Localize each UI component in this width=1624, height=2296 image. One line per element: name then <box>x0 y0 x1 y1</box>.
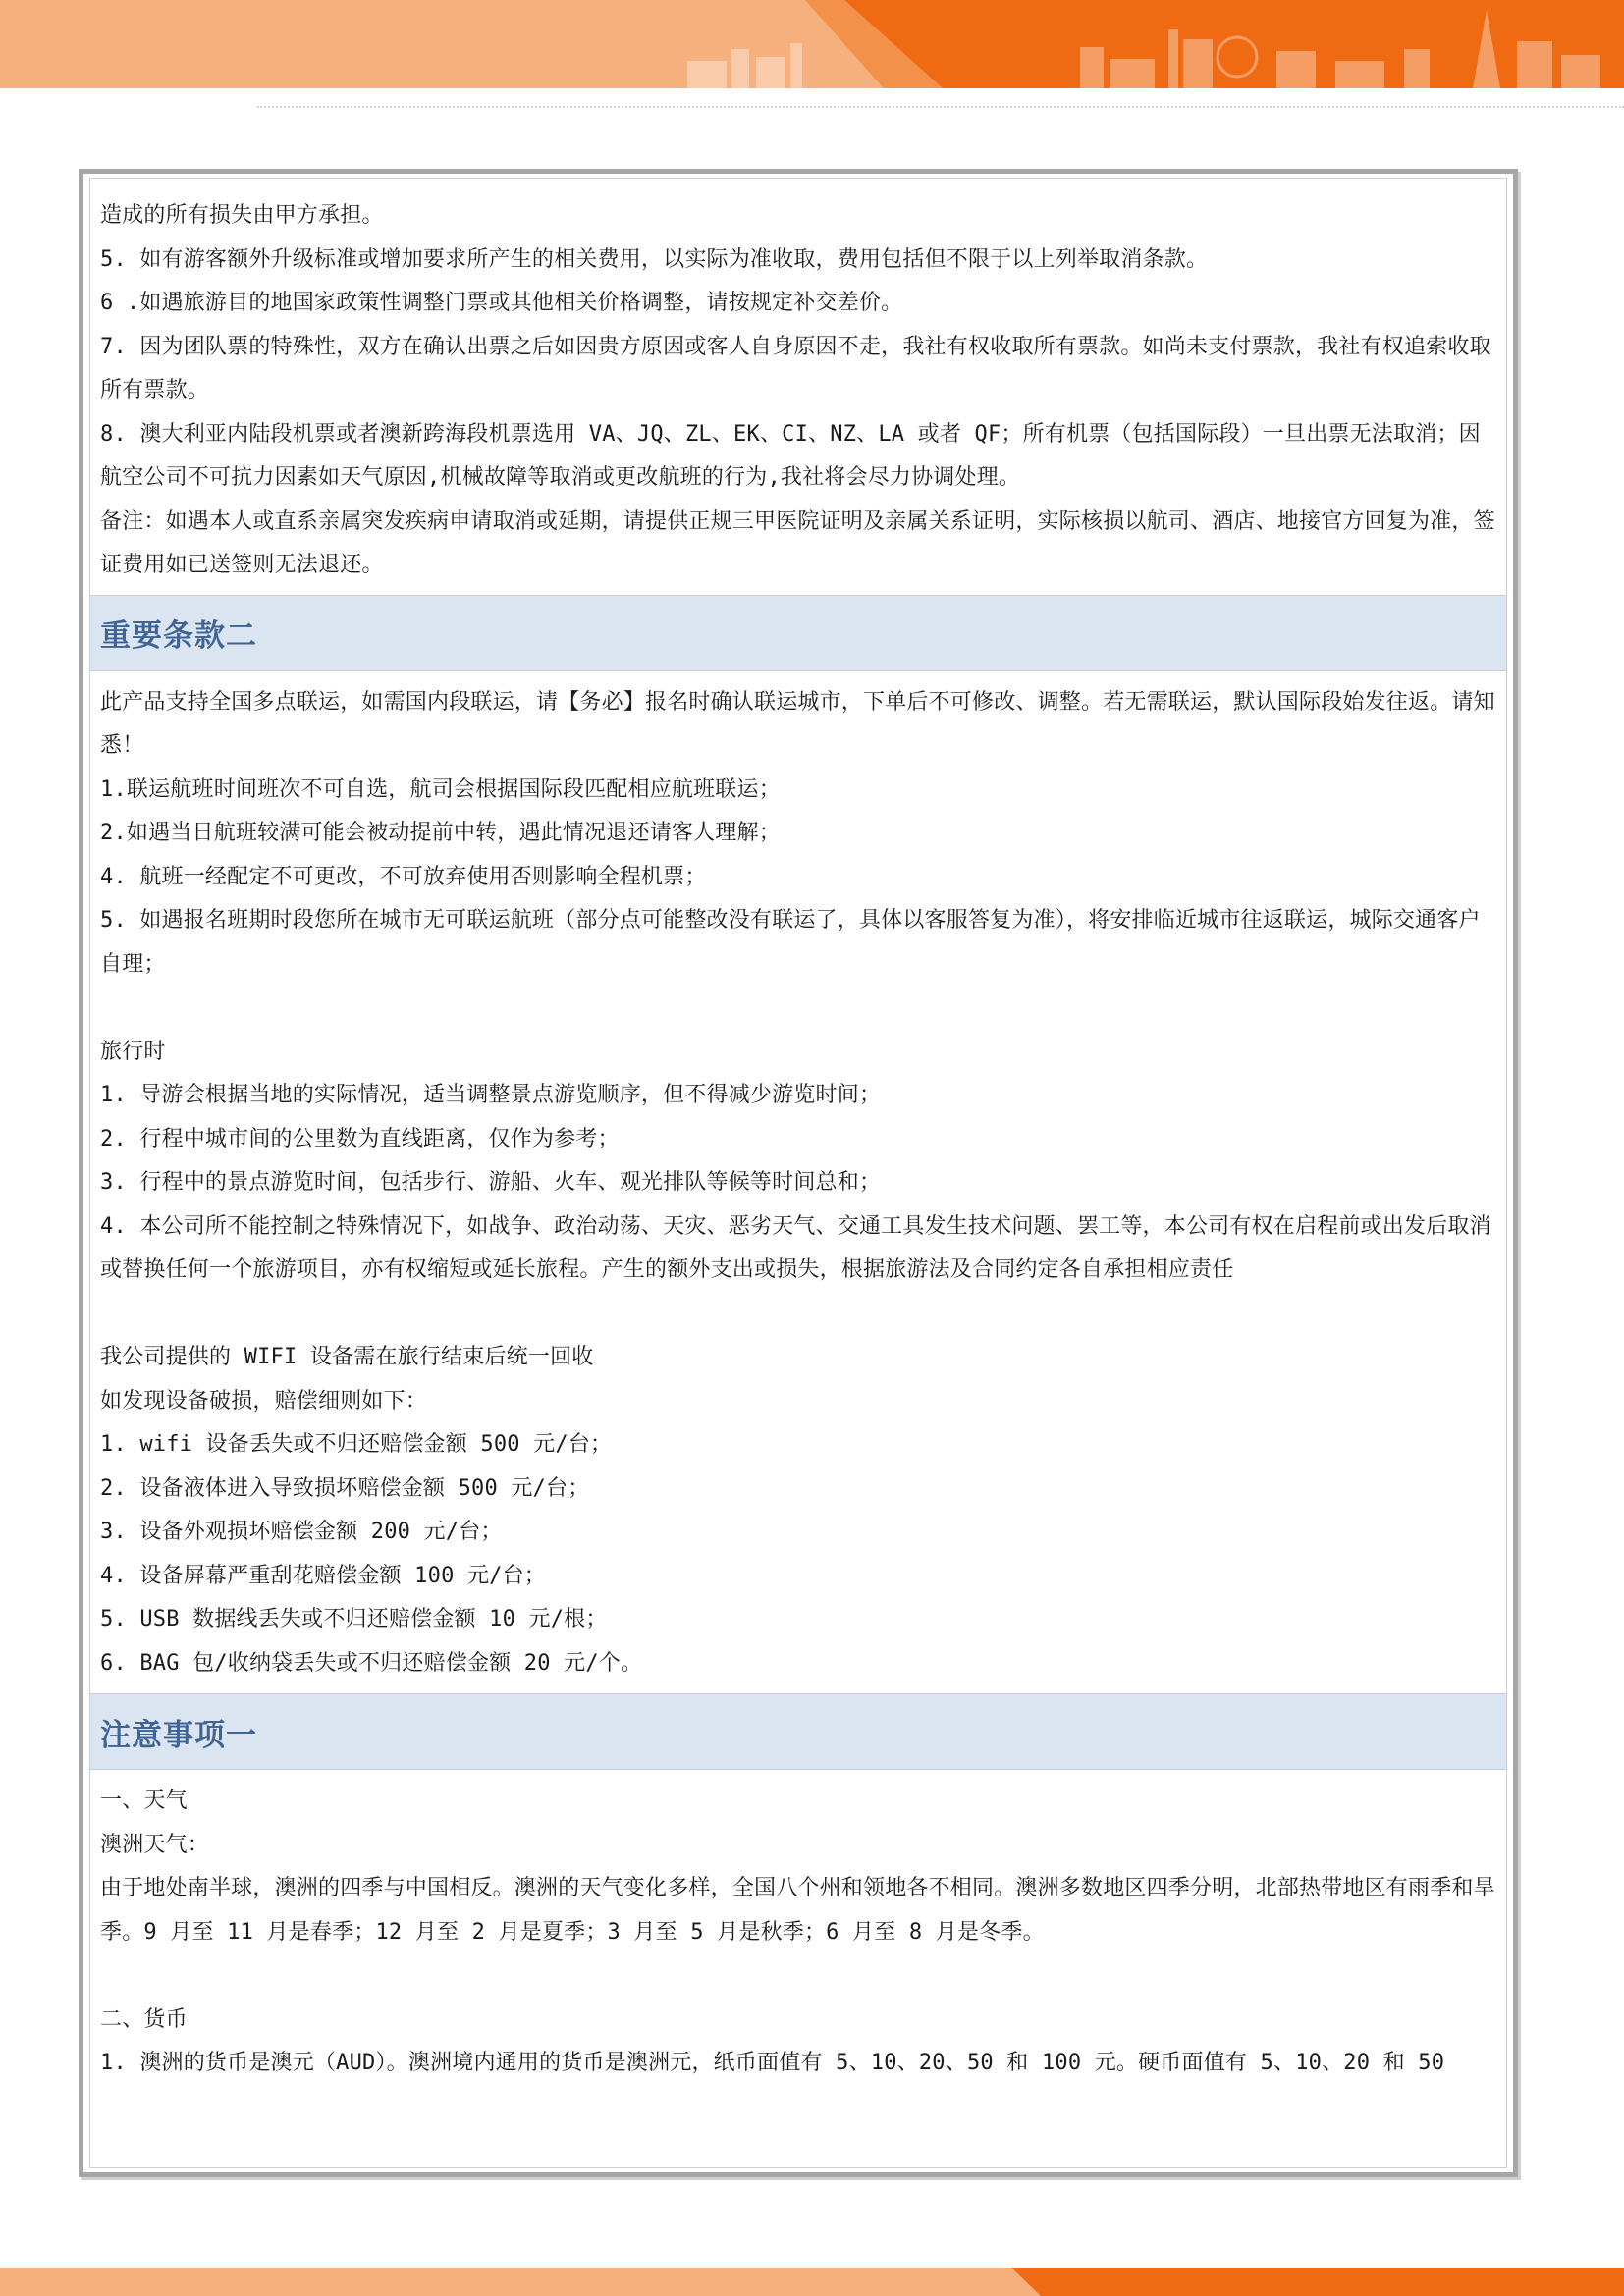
list-item: 4. 航班一经配定不可更改，不可放弃使用否则影响全程机票； <box>100 864 707 889</box>
subheading: 旅行时 <box>100 1039 166 1064</box>
section-heading: 注意事项一 <box>100 1717 257 1753</box>
paragraph: 6 .如遇旅游目的地国家政策性调整门票或其他相关价格调整，请按规定补交差价。 <box>100 291 903 315</box>
list-item: 4. 设备屏幕严重刮花赔偿金额 100 元/台； <box>100 1563 547 1588</box>
subheading: 一、天气 <box>100 1789 188 1813</box>
paragraph: 8. 澳大利亚内陆段机票或者澳新跨海段机票选用 VA、JQ、ZL、EK、CI、NZ、LA 或者 QF；所有机票（包括国际段）一旦出票无法取消；因航空公司不可抗力因素如天气原因,机械故障等取消或更改航班的行为,我社将会尽力协调处理。 <box>100 421 1481 490</box>
paragraph: 5. 如有游客额外升级标准或增加要求所产生的相关费用，以实际为准收取，费用包括但不限于以上列举取消条款。 <box>100 246 1209 272</box>
list-item: 5. 如遇报名班期时段您所在城市无可联运航班（部分点可能整改没有联运了，具体以客服答复为准），将安排临近城市往返联运，城际交通客户自理； <box>100 908 1481 977</box>
list-item: 1. 导游会根据当地的实际情况，适当调整景点游览顺序，但不得减少游览时间； <box>100 1083 882 1107</box>
list-item: 6. BAG 包/收纳袋丢失或不归还赔偿金额 20 元/个。 <box>100 1650 643 1676</box>
list-item: 1.联运航班时间班次不可自选，航司会根据国际段匹配相应航班联运； <box>100 776 781 802</box>
list-item: 3. 设备外观损坏赔偿金额 200 元/台； <box>100 1520 503 1544</box>
list-item: 1. wifi 设备丢失或不归还赔偿金额 500 元/台； <box>100 1432 613 1457</box>
content-area <box>89 178 1507 2168</box>
section-heading: 重要条款二 <box>100 618 257 654</box>
bottom-banner <box>0 2268 1624 2296</box>
paragraph: 澳洲天气： <box>100 1832 210 1857</box>
subheading: 二、货币 <box>100 2006 188 2032</box>
paragraph: 我公司提供的 WIFI 设备需在旅行结束后统一回收 <box>100 1345 594 1369</box>
list-item: 2. 设备液体进入导致损坏赔偿金额 500 元/台； <box>100 1475 590 1501</box>
list-item: 4. 本公司所不能控制之特殊情况下，如战争、政治动荡、天灾、恶劣天气、交通工具发生技术问题、罢工等，本公司有权在启程前或出发后取消或替换任何一个旅游项目，亦有权缩短或延长旅程。产生的额外支出或损失，根据旅游法及合同约定各自承担相应责任 <box>100 1213 1491 1282</box>
paragraph: 此产品支持全国多点联运，如需国内段联运，请【务必】报名时确认联运城市，下单后不可修改、调整。若无需联运，默认国际段始发往返。请知悉！ <box>100 689 1495 758</box>
spacer <box>100 1954 1496 1999</box>
spacer <box>100 987 1496 1031</box>
spacer <box>100 1293 1496 1337</box>
section-heading-bar <box>90 595 1506 671</box>
paragraph: 7. 因为团队票的特殊性，双方在确认出票之后如因贵方原因或客人自身原因不走，我社有权收取所有票款。如尚未支付票款，我社有权追索收取所有票款。 <box>100 334 1491 402</box>
important-terms-two-section <box>90 681 1506 1694</box>
paragraph: 如发现设备破损，赔偿细则如下： <box>100 1388 428 1414</box>
remark-paragraph: 备注：如遇本人或直系亲属突发疾病申请取消或延期，请提供正规三甲医院证明及亲属关系证明，实际核损以航司、酒店、地接官方回复为准，签证费用如已送签则无法退还。 <box>100 508 1495 577</box>
list-item: 1. 澳洲的货币是澳元（AUD）。澳洲境内通用的货币是澳洲元，纸币面值有 5、10、20、50 和 100 元。硬币面值有 5、10、20 和 50 <box>100 2051 1445 2075</box>
list-item: 3. 行程中的景点游览时间，包括步行、游船、火车、观光排队等候等时间总和； <box>100 1170 882 1195</box>
paragraph: 由于地处南半球，澳洲的四季与中国相反。澳洲的天气变化多样，全国八个州和领地各不相同。澳洲多数地区四季分明，北部热带地区有雨季和旱季。9 月至 11 月是春季；12 月至 2 月是夏季；3 月至 5 月是秋季；6 月至 8 月是冬季。 <box>100 1876 1495 1945</box>
paragraph: 造成的所有损失由甲方承担。 <box>100 203 384 228</box>
list-item: 2.如遇当日航班较满可能会被动提前中转，遇此情况退还请客人理解； <box>100 821 781 845</box>
header-dotted-rule <box>257 106 1624 108</box>
top-banner <box>0 0 1624 88</box>
list-item: 2. 行程中城市间的公里数为直线距离，仅作为参考； <box>100 1126 620 1151</box>
section-heading-bar <box>90 1693 1506 1770</box>
list-item: 5. USB 数据线丢失或不归还赔偿金额 10 元/根； <box>100 1607 608 1631</box>
cancellation-section <box>90 179 1506 595</box>
notes-one-section <box>90 1780 1506 2086</box>
content-frame <box>79 169 1518 2177</box>
